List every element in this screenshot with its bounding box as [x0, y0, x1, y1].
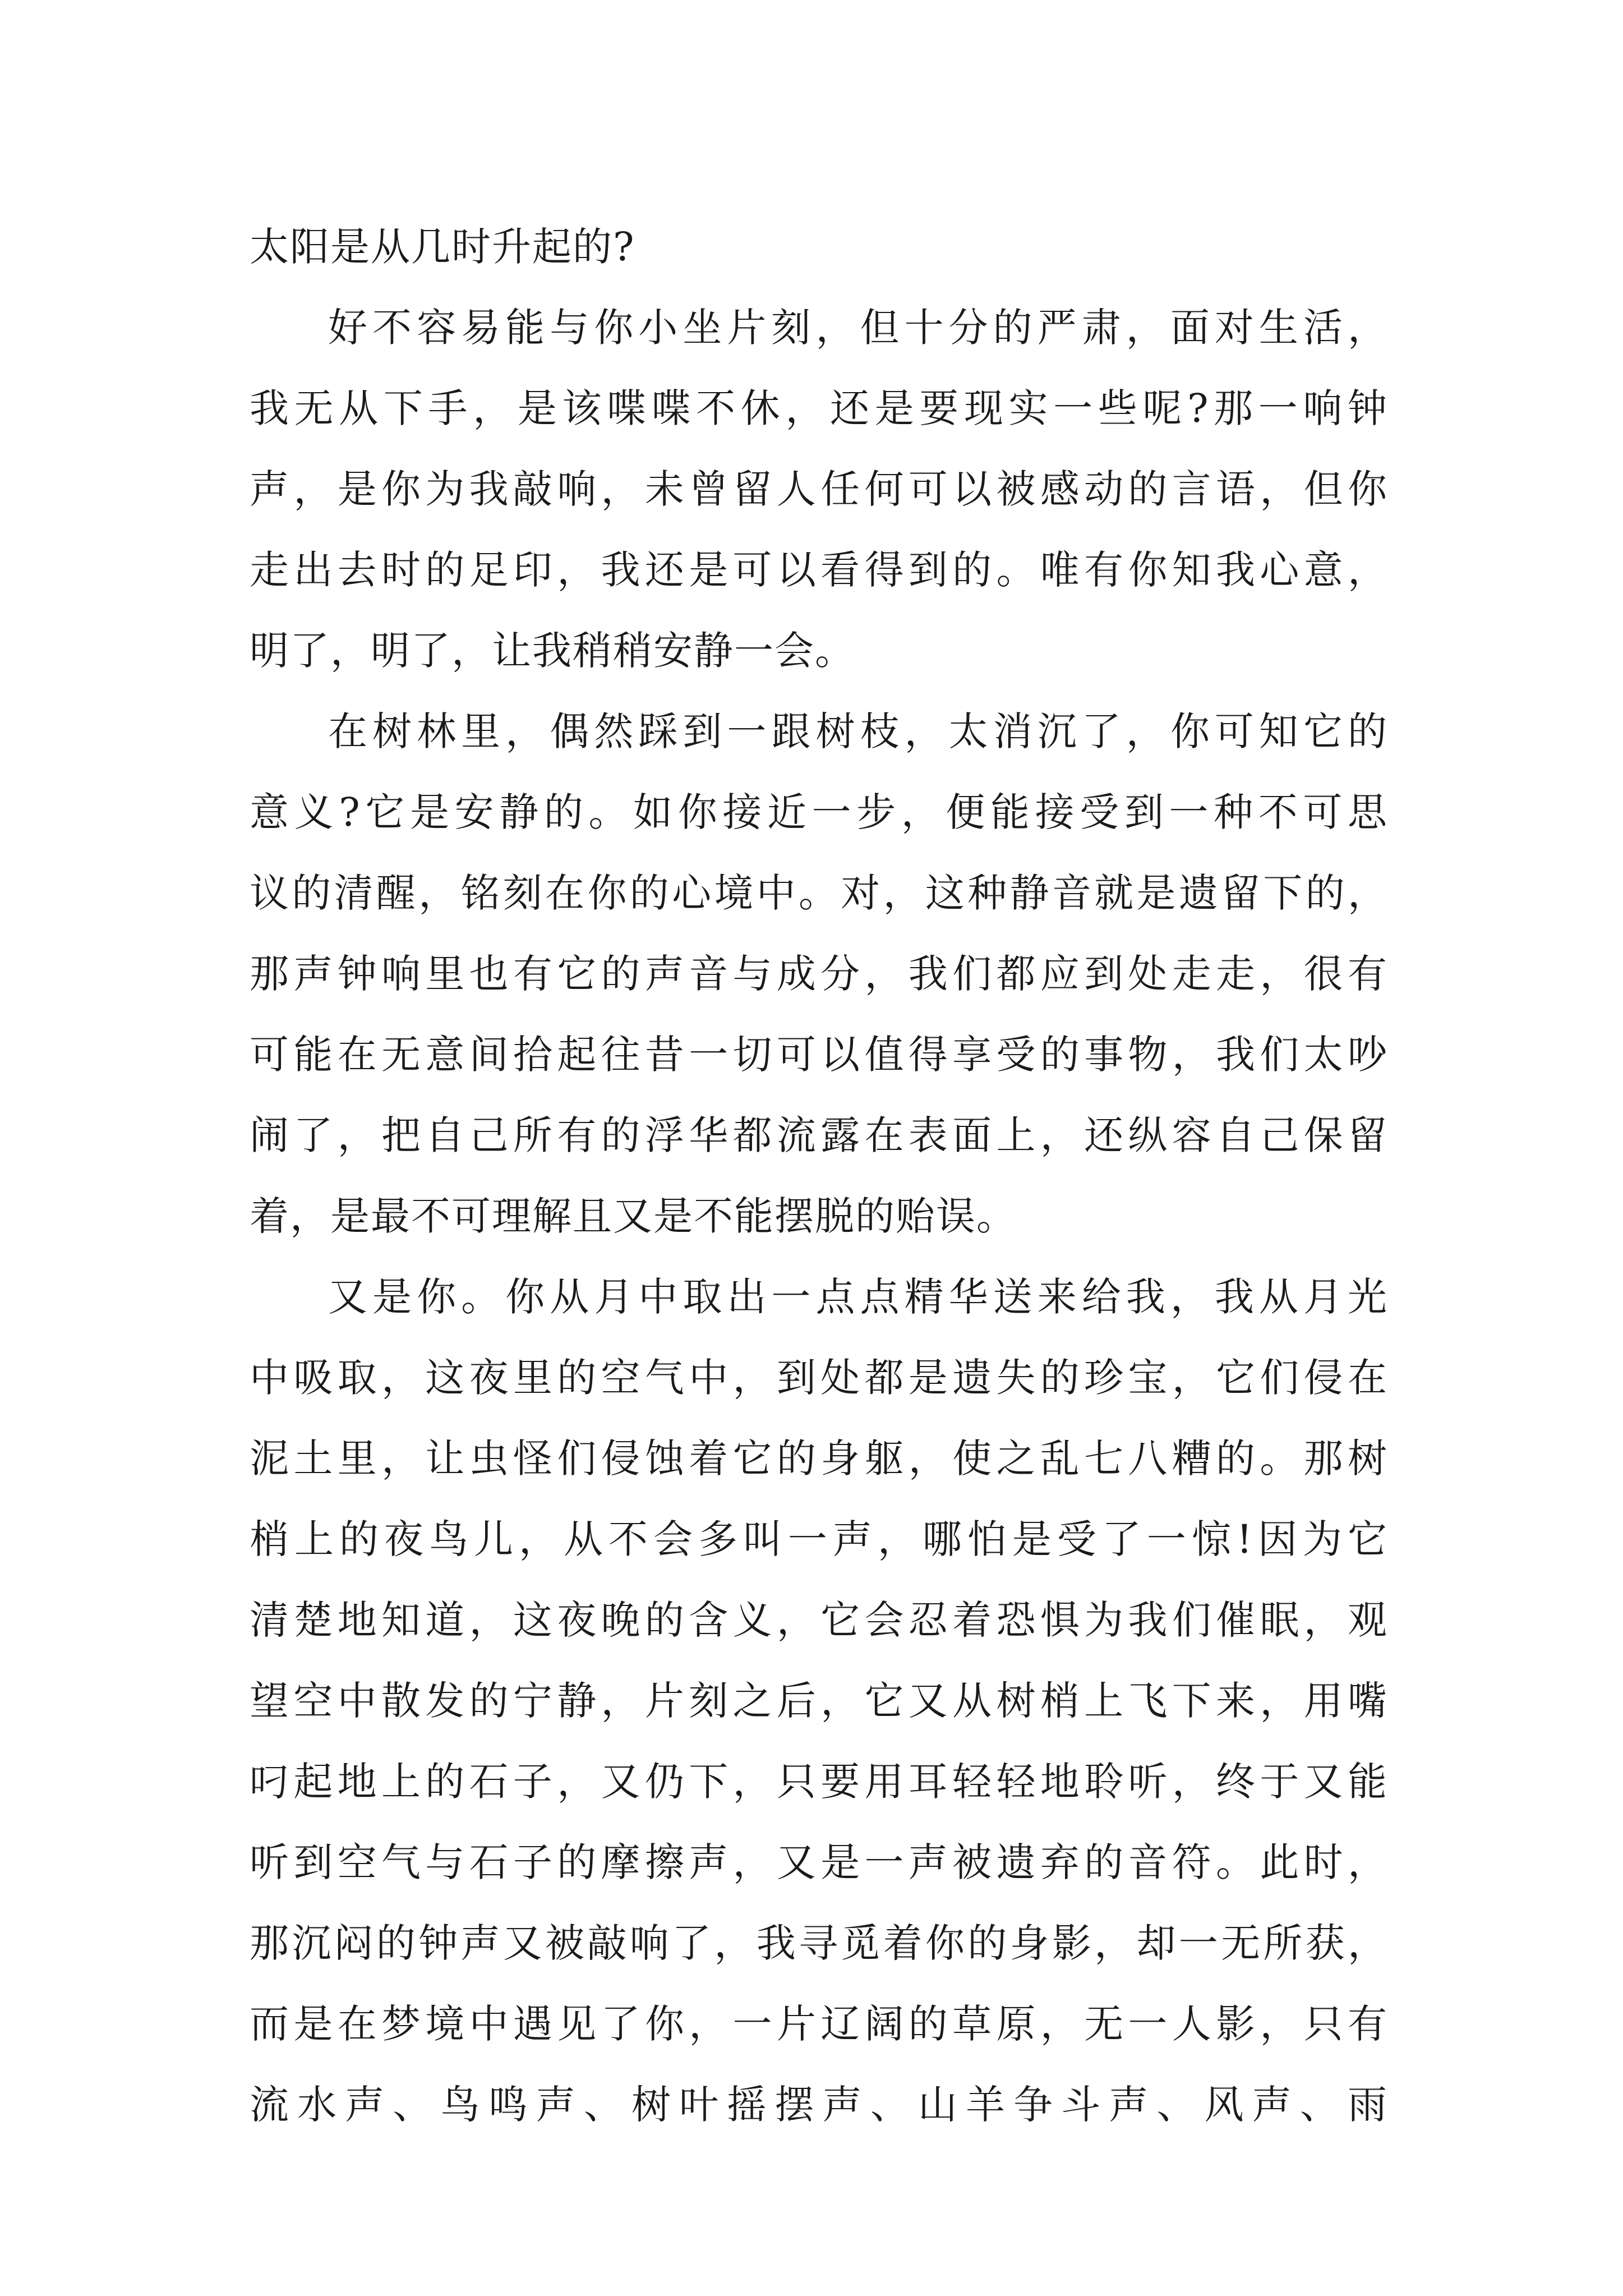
text-line: 意义?它是安静的。如你接近一步，便能接受到一种不可思: [250, 789, 1388, 835]
text-line: 好不容易能与你小坐片刻，但十分的严肃，面对生活，: [328, 305, 1388, 351]
text-line: 明了，明了，让我稍稍安静一会。: [250, 628, 855, 674]
text-line: 议的清醒，铭刻在你的心境中。对，这种静音就是遗留下的，: [250, 870, 1388, 916]
text-line: 梢上的夜鸟儿，从不会多叫一声，哪怕是受了一惊!因为它: [250, 1516, 1388, 1562]
text-line: 可能在无意间拾起往昔一切可以值得享受的事物，我们太吵: [250, 1032, 1388, 1078]
text-line: 我无从下手，是该喋喋不休，还是要现实一些呢?那一响钟: [250, 385, 1388, 431]
text-line: 那沉闷的钟声又被敲响了，我寻觅着你的身影，却一无所获，: [250, 1920, 1388, 1966]
text-line: 听到空气与石子的摩擦声，又是一声被遗弃的音符。此时，: [250, 1839, 1388, 1885]
text-line: 太阳是从几时升起的?: [250, 224, 635, 270]
text-line: 走出去时的足印，我还是可以看得到的。唯有你知我心意，: [250, 547, 1388, 593]
text-line: 在树林里，偶然踩到一跟树枝，太消沉了，你可知它的: [328, 708, 1388, 754]
text-line: 声，是你为我敲响，未曾留人任何可以被感动的言语，但你: [250, 466, 1388, 512]
text-line: 叼起地上的石子，又仍下，只要用耳轻轻地聆听，终于又能: [250, 1759, 1388, 1805]
text-line: 那声钟响里也有它的声音与成分，我们都应到处走走，很有: [250, 951, 1388, 997]
text-line: 又是你。你从月中取出一点点精华送来给我，我从月光: [328, 1274, 1388, 1320]
text-line: 中吸取，这夜里的空气中，到处都是遗失的珍宝，它们侵在: [250, 1355, 1388, 1401]
text-line: 泥土里，让虫怪们侵蚀着它的身躯，使之乱七八糟的。那树: [250, 1435, 1388, 1481]
text-line: 着，是最不可理解且又是不能摆脱的贻误。: [250, 1193, 1017, 1239]
body-text: [250, 206, 1388, 2145]
text-line: 而是在梦境中遇见了你，一片辽阔的草原，无一人影，只有: [250, 2001, 1388, 2047]
text-line: 望空中散发的宁静，片刻之后，它又从树梢上飞下来，用嘴: [250, 1678, 1388, 1724]
text-line: 流水声、鸟鸣声、树叶摇摆声、山羊争斗声、风声、雨: [250, 2082, 1388, 2128]
text-line: 闹了，把自己所有的浮华都流露在表面上，还纵容自己保留: [250, 1112, 1388, 1158]
text-line: 清楚地知道，这夜晚的含义，它会忍着恐惧为我们催眠，观: [250, 1597, 1388, 1643]
